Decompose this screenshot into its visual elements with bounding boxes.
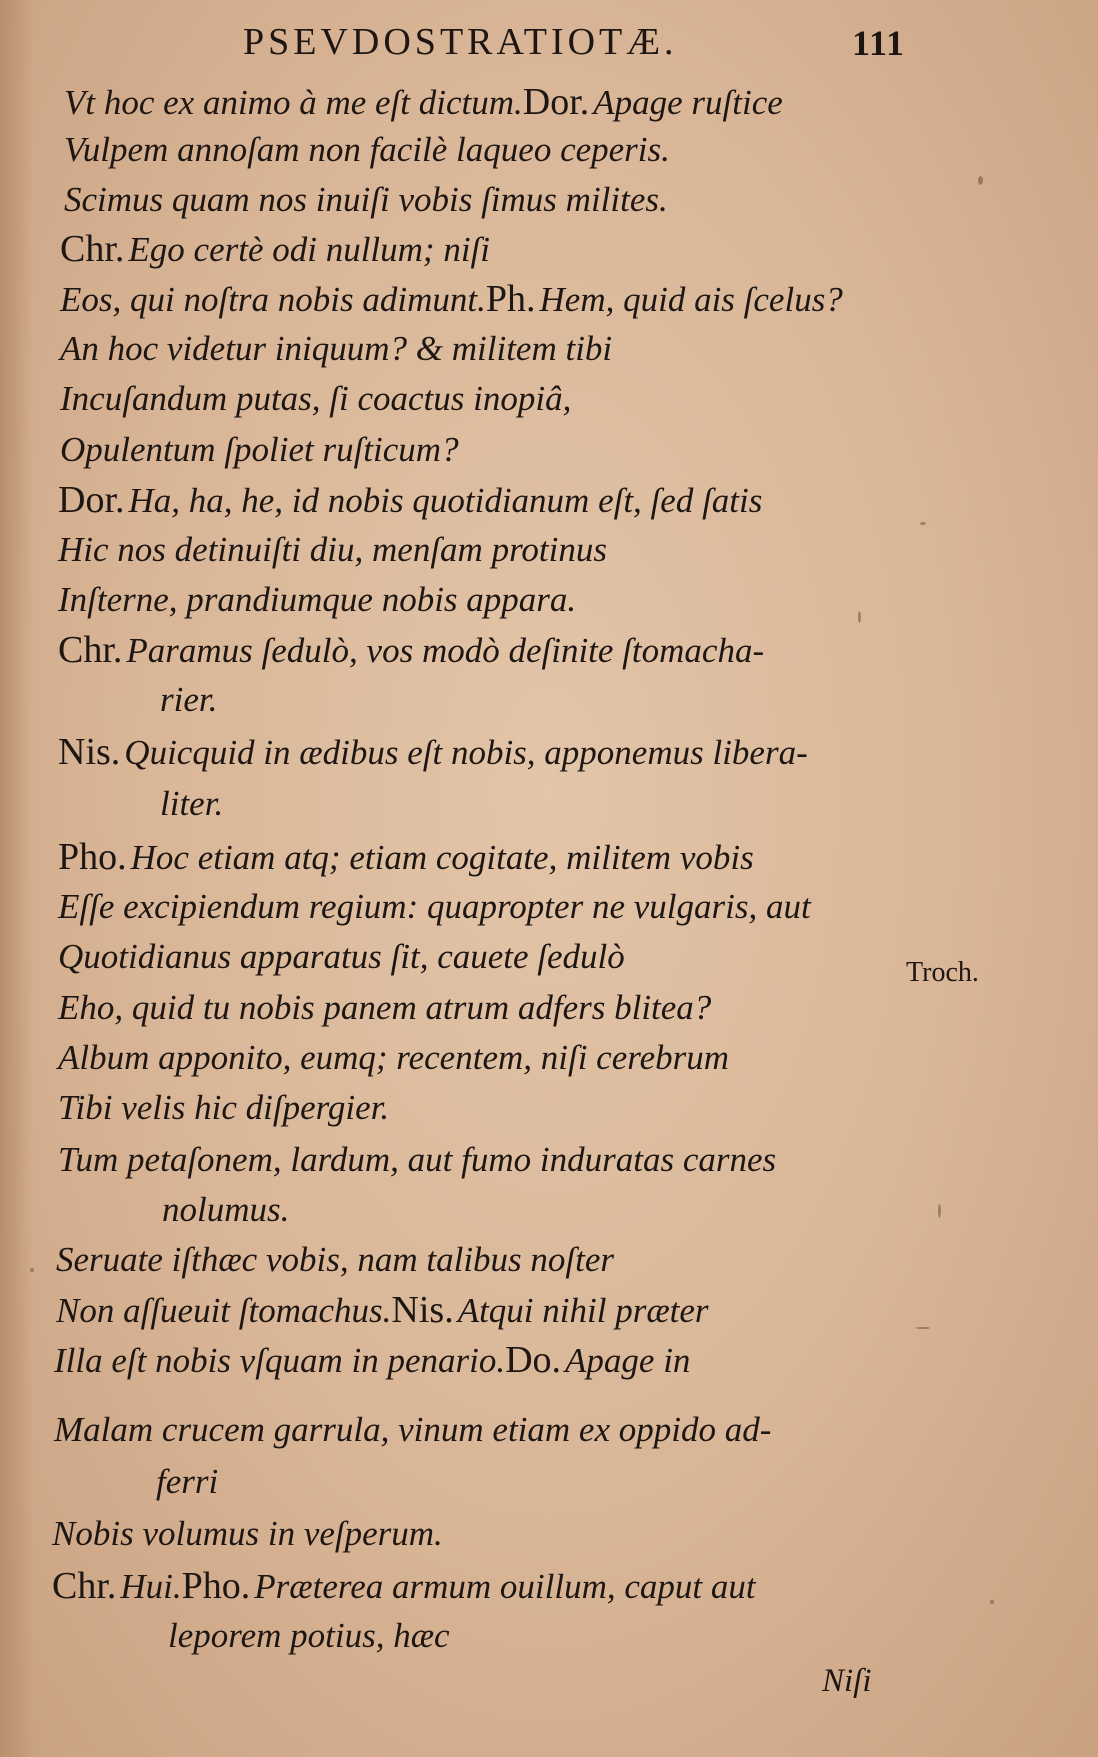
verse-line: Hic nos detinuiſti diu, menſam protinus — [58, 530, 607, 569]
catchword: Niſi — [822, 1663, 872, 1699]
speaker-name: Nis. — [58, 731, 121, 773]
speaker-name: Nis. — [391, 1289, 454, 1331]
verse-line: Nis. Quicquid in ædibus eſt nobis, apponemus libera- — [58, 731, 808, 773]
ink-speck — [30, 1268, 34, 1272]
speaker-name: Chr. — [58, 629, 123, 671]
margin-note: Troch. — [906, 957, 979, 988]
verse-line: Opulentum ſpoliet ruſticum? — [60, 430, 459, 469]
verse-line: Quotidianus apparatus ſit, cauete ſedulò — [58, 937, 625, 976]
verse-line: Eos, qui noſtra nobis adimunt.Ph. Hem, quid ais ſcelus? — [60, 278, 843, 320]
ink-speck — [978, 176, 983, 185]
verse-line: Scimus quam nos inuiſi vobis ſimus milites. — [64, 180, 668, 219]
verse-line: Inſterne, prandiumque nobis appara. — [58, 580, 577, 619]
verse-line: Album apponito, eumq; recentem, niſi cerebrum — [58, 1038, 729, 1077]
speaker-name: Do. — [505, 1339, 562, 1381]
speaker-name: Dor. — [522, 81, 590, 123]
verse-line: ferri — [156, 1462, 219, 1501]
verse-line: Vulpem annoſam non facilè laqueo ceperis. — [64, 130, 670, 169]
ink-speck — [990, 1600, 994, 1604]
verse-line: Seruate iſthæc vobis, nam talibus noſter — [56, 1240, 615, 1279]
verse-line: Vt hoc ex animo à me eſt dictum.Dor. Apage ruſtice — [64, 81, 783, 123]
page-number: 111 — [852, 23, 906, 63]
ink-speck — [916, 1327, 930, 1329]
verse-line: Chr. Hui.Pho. Præterea armum ouillum, caput aut — [52, 1565, 756, 1607]
verse-line: liter. — [160, 784, 224, 823]
verse-line: leporem potius, hæc — [168, 1616, 450, 1655]
verse-line: rier. — [160, 680, 218, 719]
verse-line: Chr. Paramus ſedulò, vos modò deſinite ſtomacha- — [58, 629, 765, 671]
verse-line: nolumus. — [162, 1190, 290, 1229]
ink-speck — [920, 522, 926, 525]
verse-line: Illa eſt nobis vſquam in penario.Do. Apage in — [54, 1339, 691, 1381]
verse-line: An hoc videtur iniquum? & militem tibi — [60, 329, 613, 368]
speaker-name: Ph. — [485, 278, 536, 320]
speaker-name: Pho. — [181, 1565, 251, 1607]
verse-line: Pho. Hoc etiam atq; etiam cogitate, militem vobis — [58, 836, 754, 878]
verse-line: Eho, quid tu nobis panem atrum adfers blitea? — [58, 988, 712, 1027]
verse-line: Non aſſueuit ſtomachus.Nis. Atqui nihil præter — [56, 1289, 709, 1331]
speaker-name: Chr. — [52, 1565, 117, 1607]
verse-line: Nobis volumus in veſperum. — [52, 1514, 443, 1553]
speaker-name: Pho. — [58, 836, 127, 878]
ink-speck — [938, 1204, 941, 1218]
verse-line: Tum petaſonem, lardum, aut fumo induratas carnes — [58, 1140, 777, 1179]
ink-speck — [858, 611, 861, 623]
verse-line: Incuſandum putas, ſi coactus inopiâ, — [60, 379, 572, 418]
speaker-name: Chr. — [60, 228, 125, 270]
verse-line: Tibi velis hic diſpergier. — [58, 1088, 390, 1127]
running-title: PSEVDOSTRATIOTÆ. — [243, 21, 678, 63]
speaker-name: Dor. — [58, 479, 125, 521]
verse-line: Eſſe excipiendum regium: quapropter ne vulgaris, aut — [58, 887, 811, 926]
verse-line: Malam crucem garrula, vinum etiam ex oppido ad- — [54, 1410, 772, 1449]
verse-line: Chr. Ego certè odi nullum; niſi — [60, 228, 491, 270]
verse-line: Dor. Ha, ha, he, id nobis quotidianum eſt, ſed ſatis — [58, 479, 763, 521]
